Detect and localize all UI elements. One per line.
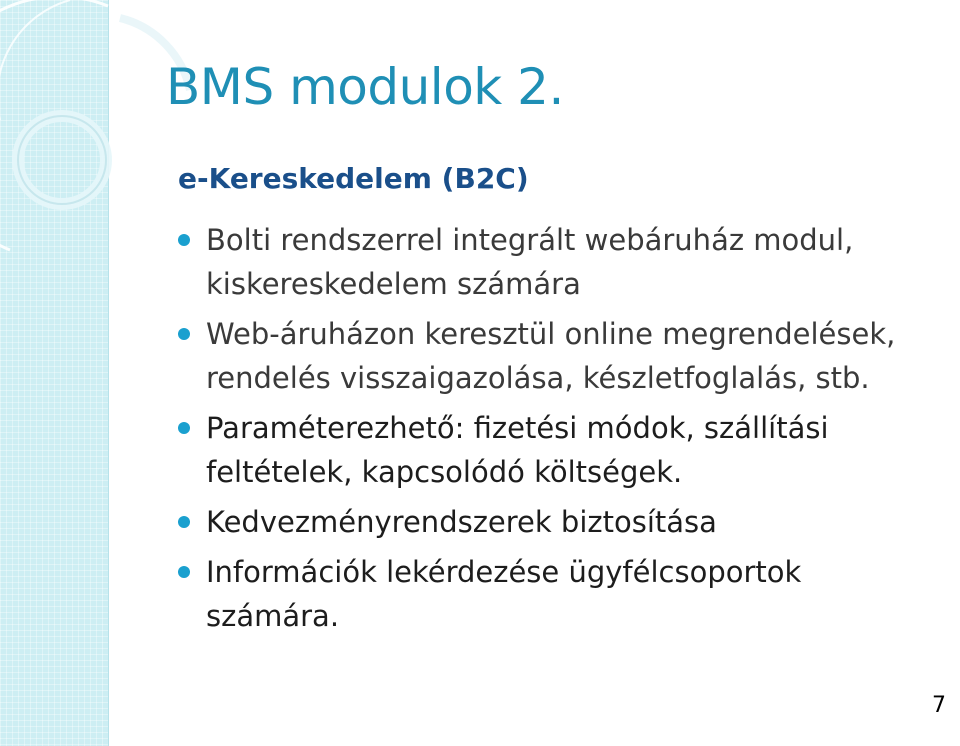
- bullet-item: [178, 312, 938, 400]
- bullet-text: Információk lekérdezése ügyfélcsoportok számára.: [206, 555, 802, 633]
- bullet-dot-icon: [178, 328, 190, 340]
- page-number: 7: [932, 693, 946, 718]
- bullet-dot-icon: [178, 422, 190, 434]
- bullet-dot-icon: [178, 516, 190, 528]
- bullet-item: [178, 218, 938, 306]
- bullet-dot-icon: [178, 234, 190, 246]
- bullet-item: [178, 406, 938, 494]
- bullet-list: [178, 218, 938, 644]
- section-heading: e-Kereskedelem (B2C): [178, 162, 529, 195]
- bullet-text: Kedvezményrendszerek biztosítása: [206, 505, 717, 539]
- slide-title: BMS modulok 2.: [166, 58, 564, 116]
- bullet-text: Bolti rendszerrel integrált webáruház modul, kiskereskedelem számára: [206, 223, 854, 301]
- bullet-item: [178, 550, 938, 638]
- bullet-item: [178, 500, 938, 544]
- bullet-text: Web-áruházon keresztül online megrendelések, rendelés visszaigazolása, készletfoglalás, stb.: [206, 317, 896, 395]
- bullet-text: Paraméterezhető: fizetési módok, szállítási feltételek, kapcsolódó költségek.: [206, 411, 829, 489]
- ring-decoration-icon: [0, 0, 200, 260]
- bullet-dot-icon: [178, 566, 190, 578]
